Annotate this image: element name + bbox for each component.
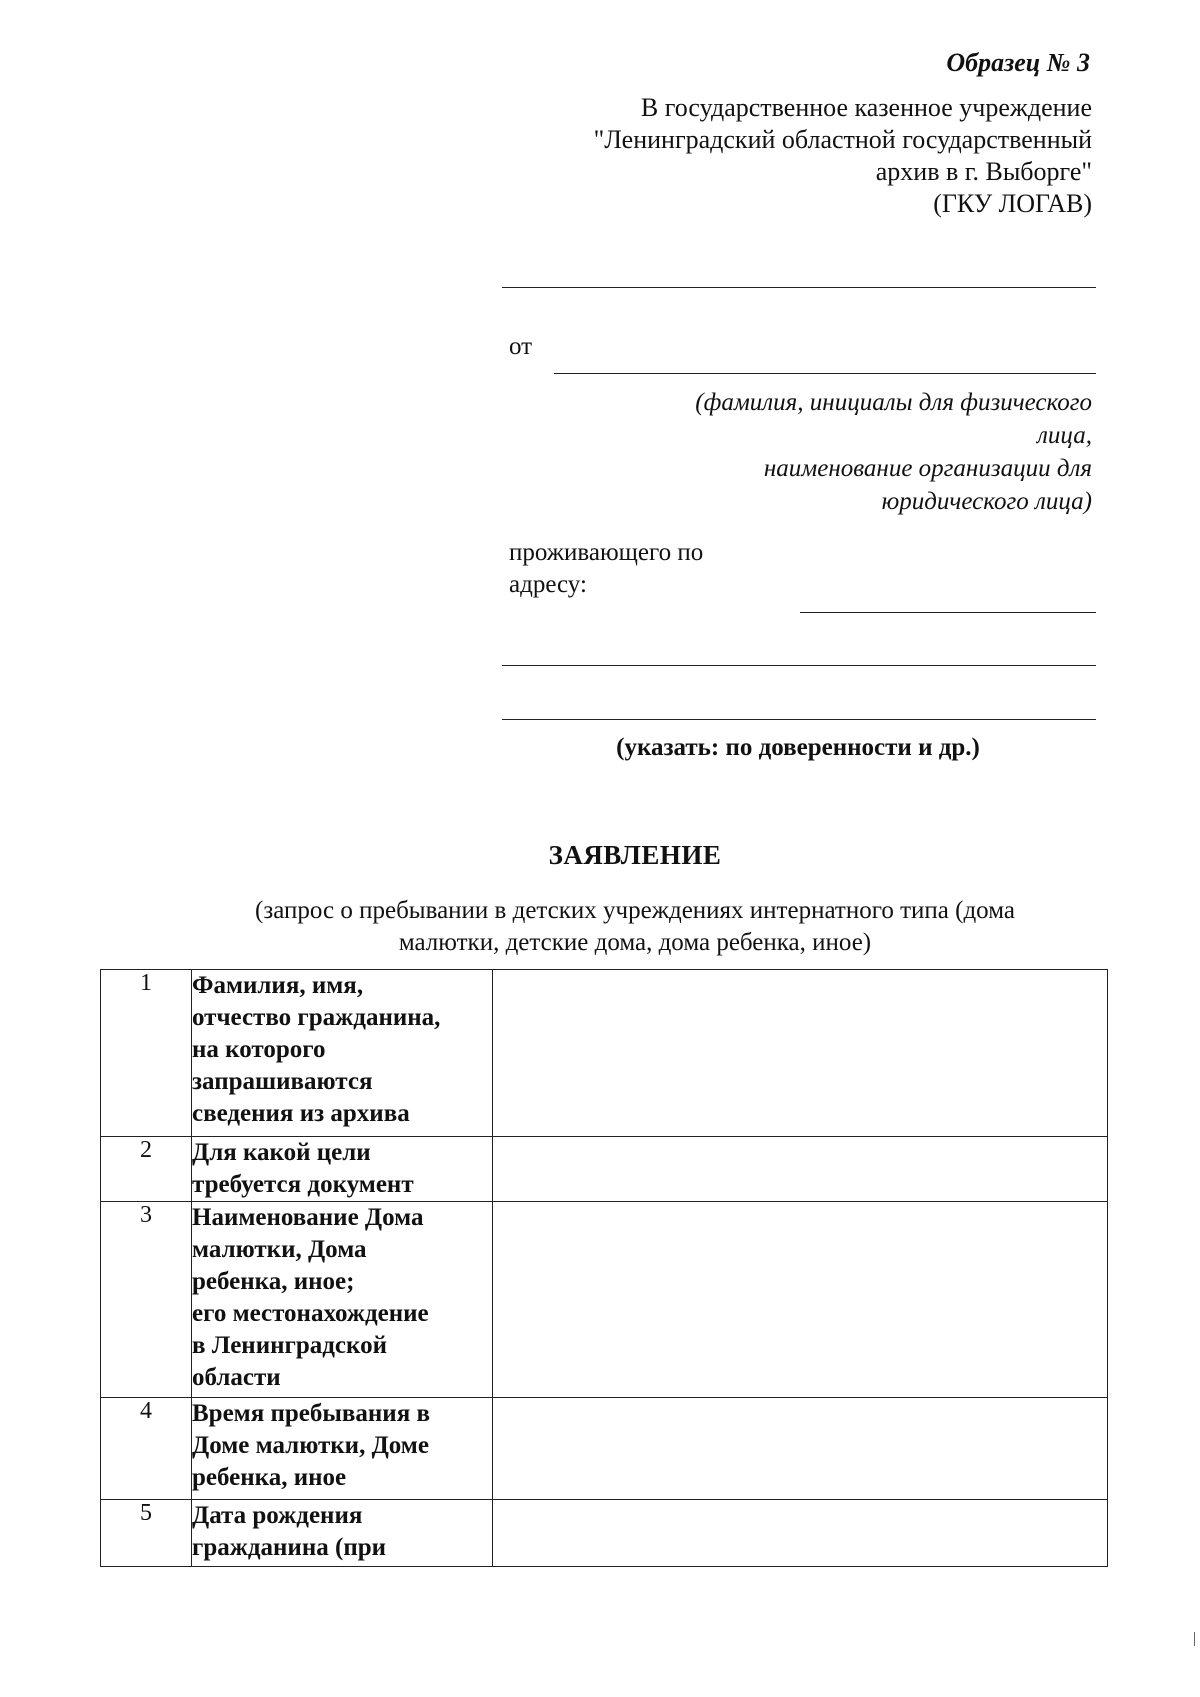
row-number: 5 bbox=[101, 1500, 192, 1567]
addressee-line: "Ленинградский областной государственный bbox=[593, 125, 1092, 154]
row-label bbox=[192, 1398, 493, 1500]
row-label-line: малютки, Дома bbox=[192, 1236, 367, 1263]
row-value-cell[interactable] bbox=[493, 1202, 1108, 1398]
sample-number-label: Образец № 3 bbox=[946, 48, 1090, 77]
row-label-line: Фамилия, имя, bbox=[192, 972, 364, 999]
row-number: 3 bbox=[101, 1202, 192, 1398]
row-label bbox=[192, 1202, 493, 1398]
addressee-line: архив в г. Выборге" bbox=[875, 157, 1092, 186]
row-label-line: ребенка, иное; bbox=[192, 1268, 355, 1295]
row-label-line: в Ленинградской bbox=[192, 1332, 387, 1359]
row-label-line: Время пребывания в bbox=[192, 1400, 430, 1427]
document-title: ЗАЯВЛЕНИЕ bbox=[548, 840, 722, 870]
row-label-line: ребенка, иное bbox=[192, 1464, 347, 1491]
blank-line-top[interactable] bbox=[502, 287, 1096, 288]
row-label-line: запрашиваются bbox=[192, 1068, 373, 1095]
address-line-1[interactable] bbox=[800, 612, 1096, 613]
row-label-line: его местонахождение bbox=[192, 1300, 429, 1327]
table-row bbox=[101, 1500, 1108, 1567]
hint-line: наименование организации для bbox=[763, 455, 1092, 482]
row-label bbox=[192, 1137, 493, 1202]
table-row bbox=[101, 1398, 1108, 1500]
table-row bbox=[101, 1202, 1108, 1398]
residing-label bbox=[509, 537, 703, 601]
row-label-line: сведения из архива bbox=[192, 1100, 410, 1127]
row-number: 4 bbox=[101, 1398, 192, 1500]
row-number: 1 bbox=[101, 970, 192, 1137]
specify-note: (указать: по доверенности и др.) bbox=[616, 734, 980, 761]
from-label: от bbox=[509, 333, 533, 360]
row-label-line: области bbox=[192, 1364, 281, 1391]
row-label-line: Дата рождения bbox=[192, 1502, 363, 1529]
row-label-line: Для какой цели bbox=[192, 1139, 371, 1166]
table-row bbox=[101, 970, 1108, 1137]
subtitle-line: (запрос о пребывании в детских учреждениях интернатного типа (дома bbox=[255, 897, 1015, 924]
row-label bbox=[192, 1500, 493, 1567]
residing-line: проживающего по bbox=[509, 539, 704, 566]
document-subtitle bbox=[150, 895, 1120, 959]
row-value-cell[interactable] bbox=[493, 1398, 1108, 1500]
row-label-line: требуется документ bbox=[192, 1171, 414, 1198]
sender-name-line[interactable] bbox=[554, 373, 1096, 374]
row-label-line: Наименование Дома bbox=[192, 1204, 424, 1231]
request-form-table bbox=[100, 969, 1108, 1567]
sender-name-hint bbox=[695, 386, 1092, 518]
row-label-line: отчество гражданина, bbox=[192, 1004, 441, 1031]
hint-line: юридического лица) bbox=[881, 488, 1092, 515]
hint-line: лица, bbox=[1037, 422, 1092, 449]
addressee-block bbox=[594, 92, 1092, 220]
addressee-line: (ГКУ ЛОГАВ) bbox=[933, 189, 1092, 218]
row-value-cell[interactable] bbox=[493, 1137, 1108, 1202]
address-line-3[interactable] bbox=[502, 719, 1096, 720]
residing-line: адресу: bbox=[509, 571, 587, 598]
row-number: 2 bbox=[101, 1137, 192, 1202]
row-value-cell[interactable] bbox=[493, 1500, 1108, 1567]
row-value-cell[interactable] bbox=[493, 970, 1108, 1137]
address-line-2[interactable] bbox=[502, 665, 1096, 666]
row-label-line: на которого bbox=[192, 1036, 326, 1063]
row-label-line: гражданина (при bbox=[192, 1534, 387, 1561]
subtitle-line: малютки, детские дома, дома ребенка, иное) bbox=[398, 929, 872, 956]
scan-artifact bbox=[1194, 1632, 1195, 1646]
row-label-line: Доме малютки, Доме bbox=[192, 1432, 429, 1459]
hint-line: (фамилия, инициалы для физического bbox=[695, 389, 1092, 416]
row-label bbox=[192, 970, 493, 1137]
table-row bbox=[101, 1137, 1108, 1202]
addressee-line: В государственное казенное учреждение bbox=[640, 93, 1092, 122]
